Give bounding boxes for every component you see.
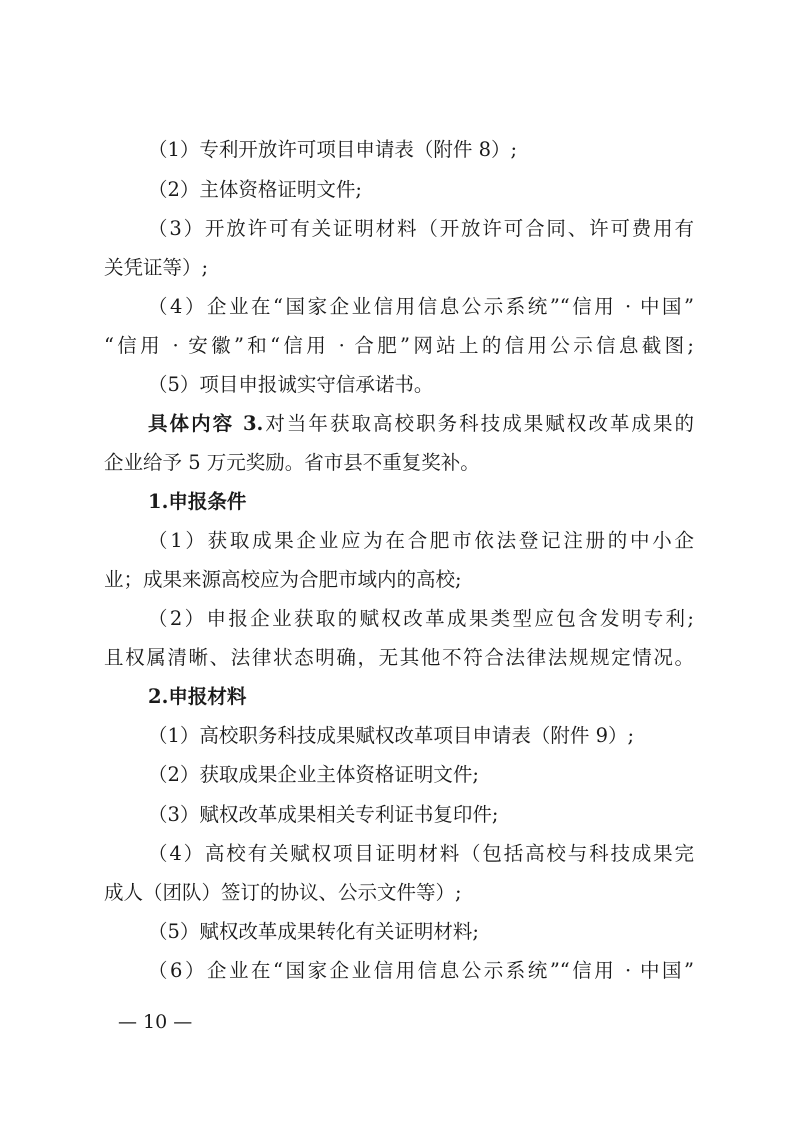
content-3-text: 对当年获取高校职务科技成果赋权改革成果的	[263, 412, 694, 435]
item-4-credit-screenshot: （4）企业在“国家企业信用信息公示系统”“信用 · 中国”	[148, 295, 694, 318]
condition-2-cont: 且权属清晰、法律状态明确，无其他不符合法律法规规定情况。	[104, 646, 694, 669]
content-3-label: 具体内容 3.	[148, 412, 264, 435]
material-5: （5）赋权改革成果转化有关证明材料;	[148, 920, 479, 943]
condition-2: （2）申报企业获取的赋权改革成果类型应包含发明专利;	[148, 607, 694, 630]
condition-1-cont: 业；成果来源高校应为合肥市域内的高校;	[104, 568, 462, 591]
material-2: （2）获取成果企业主体资格证明文件;	[148, 763, 479, 786]
material-4-cont: 成人（团队）签订的协议、公示文件等）;	[104, 881, 462, 904]
content-3-text-cont: 企业给予 5 万元奖励。省市县不重复奖补。	[104, 451, 480, 474]
section-1-heading: 1.申报条件	[148, 490, 247, 513]
section-2-heading: 2.申报材料	[148, 685, 247, 708]
material-6: （6）企业在“国家企业信用信息公示系统”“信用 · 中国”	[148, 959, 694, 982]
item-4-credit-screenshot-cont: “信用 · 安徽”和“信用 · 合肥”网站上的信用公示信息截图;	[104, 334, 694, 357]
item-3-license-proof-cont: 关凭证等）;	[104, 256, 209, 279]
material-1: （1）高校职务科技成果赋权改革项目申请表（附件 9）;	[148, 724, 635, 747]
item-3-license-proof: （3）开放许可有关证明材料（开放许可合同、许可费用有	[148, 217, 694, 240]
material-3: （3）赋权改革成果相关专利证书复印件;	[148, 803, 499, 826]
condition-1: （1）获取成果企业应为在合肥市依法登记注册的中小企	[148, 529, 694, 552]
page-number: — 10 —	[118, 1011, 193, 1033]
item-1-patent-application-form: （1）专利开放许可项目申请表（附件 8）;	[148, 138, 518, 161]
content-3-heading	[148, 404, 694, 444]
item-5-integrity-pledge: （5）项目申报诚实守信承诺书。	[148, 373, 434, 396]
item-2-qualification-docs: （2）主体资格证明文件;	[148, 178, 362, 201]
material-4: （4）高校有关赋权项目证明材料（包括高校与科技成果完	[148, 842, 694, 865]
